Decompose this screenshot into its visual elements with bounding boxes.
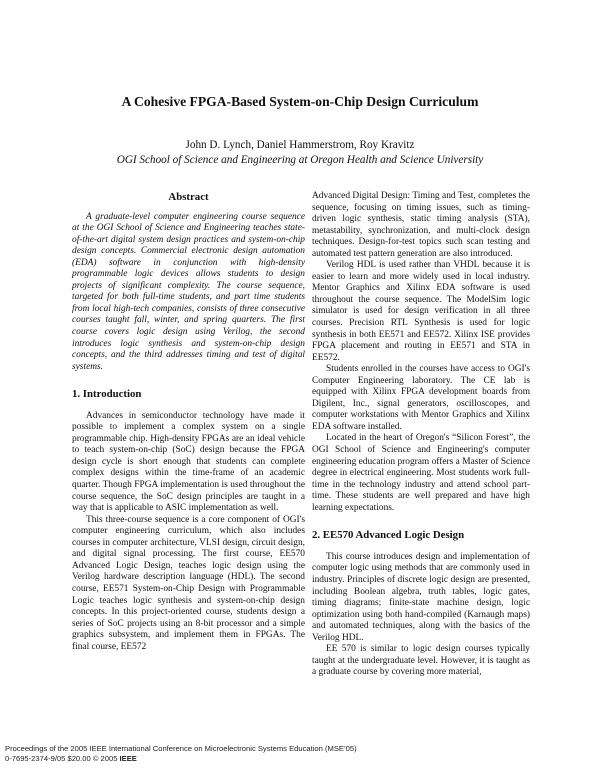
- footer-proceedings: Proceedings of the 2005 IEEE International Conference on Microelectronic Systems Education (MSE’05): [5, 744, 357, 753]
- footer-copyright: [5, 754, 357, 764]
- paragraph: This three-course sequence is a core component of OGI's computer engineering curriculum, which also includes courses in computer architecture, VLSI design, circuit design, and digital signal processing. The first course, EE570 Advanced Logic Design, teaches logic design using the Verilog hardware description language (HDL). The second course, EE571 System-on-Chip Design with Programmable Logic teaches logic synthesis and system-on-chip design concepts. In this project-oriented course, students design a series of SoC projects using an 8-bit processor and a simple graphics subsystem, and implement them in FPGAs. The final course, EE572: [72, 514, 305, 652]
- paragraph: EE 570 is similar to logic design courses typically taught at the undergraduate level. However, it is taught as a graduate course by covering more material,: [312, 644, 530, 678]
- footer-isbn: 0-7695-2374-9/05 $20.00 © 2005: [5, 753, 118, 763]
- page-footer: [5, 744, 357, 763]
- paragraph: Located in the heart of Oregon's “Silicon Forest”, the OGI School of Science and Engineering's computer engineering education program offers a Master of Science degree in electrical engineering. Most students work full-time in the technology industry and attend school part-time. These students are well prepared and have high learning expectations.: [312, 433, 530, 513]
- abstract-text: A graduate-level computer engineering course sequence at the OGI School of Science and Engineering teaches state-of-the-art digital system design practices and system-on-chip design concepts. Commercial electronic design automation (EDA) software in conjunction with high-density programmable logic devices allows students to design projects of significant complexity. The course sequence, targeted for both full-time students, and part time students from local high-tech companies, consists of three consecutive courses taught fall, winter, and spring quarters. The first course covers logic design using Verilog, the second introduces logic synthesis and system-on-chip design concepts, and the third addresses timing and test of digital systems.: [72, 211, 305, 372]
- left-column: [72, 192, 305, 653]
- section-heading-introduction: 1. Introduction: [72, 388, 142, 401]
- paragraph: This course introduces design and implementation of computer logic using methods that are commonly used in industry. Principles of discrete logic design are presented, including Boolean algebra, truth tables, logic gates, timing diagrams; finite-state machine design, logic optimization using both hand-compiled (Karnaugh maps) and automated techniques, along with the basics of the Verilog HDL.: [312, 551, 530, 643]
- paragraph: Students enrolled in the courses have access to OGI's Computer Engineering laboratory. The CE lab is equipped with Xilinx FPGA development boards from Digilent, Inc., signal generators, oscilloscopes, and computer workstations with Mentor Graphics and Xilinx EDA software installed.: [312, 364, 530, 432]
- paper-title: A Cohesive FPGA-Based System-on-Chip Design Curriculum: [121, 94, 479, 109]
- paragraph: Advances in semiconductor technology have made it possible to implement a complex system on a single programmable chip. High-density FPGAs are an ideal vehicle to teach system-on-chip (SoC) design because the FPGA design cycle is short enough that students can complete complex designs within the time-frame of an academic quarter. Though FPGA implementation is used throughout the course sequence, the SoC design principles are taught in a way that is applicable to ASIC implementation as well.: [72, 410, 305, 514]
- affiliation: OGI School of Science and Engineering at Oregon Health and Science University: [116, 154, 484, 166]
- ieee-logo: IEEE: [119, 753, 137, 763]
- abstract-heading: Abstract: [168, 191, 209, 203]
- paragraph: Verilog HDL is used rather than VHDL because it is easier to learn and more widely used in local industry. Mentor Graphics and Xilinx EDA software is used throughout the course sequence. The ModelSim logic simulator is used for design verification in all three courses. Precision RTL Synthesis is used for logic synthesis in both EE571 and EE572. Xilinx ISE provides FPGA placement and routing in EE571 and STA in EE572.: [312, 260, 530, 363]
- paragraph: Advanced Digital Design: Timing and Test, completes the sequence, focusing on timing issues, such as timing-driven logic synthesis, static timing analysis (STA), metastability, synchronization, and multi-clock design techniques. Design-for-test topics such scan testing and automated test pattern generation are also introduced.: [312, 191, 530, 259]
- author-list: John D. Lynch, Daniel Hammerstrom, Roy Kravitz: [185, 139, 415, 151]
- right-column: [312, 191, 530, 679]
- section-heading-ee570: 2. EE570 Advanced Logic Design: [312, 529, 465, 542]
